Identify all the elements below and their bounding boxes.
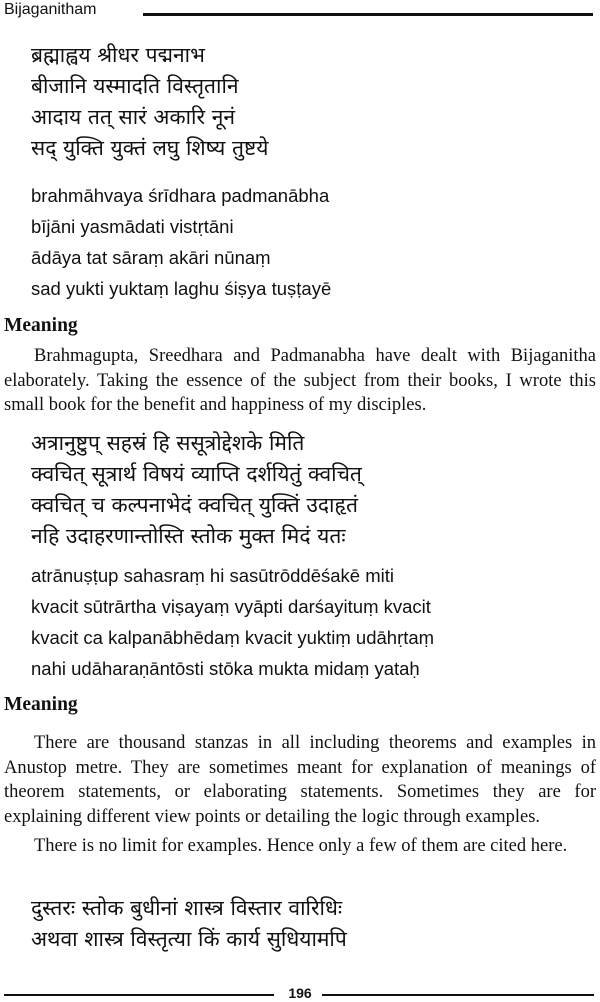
header-rule [143,13,593,16]
meaning-paragraph: Brahmagupta, Sreedhara and Padmanabha have dealt with Bijaganitha elaborately. Taking the essence of the subject from their books, I wrote this small book for the benefit and happiness of my disciples. [4,346,596,415]
verse-line: अथवा शास्त्र विस्तृत्या किं कार्य सुधियामपि [31,927,347,951]
verse-1-devanagari [31,40,268,164]
verse-line: सद् युक्ति युक्तं लघु शिष्य तुष्टये [31,136,269,160]
footer-rule-left [4,994,274,996]
verse-2-devanagari [31,428,362,552]
transliteration-line: brahmāhvaya śrīdhara padmanābha [31,185,330,206]
verse-line: ब्रह्माह्वय श्रीधर पद्मनाभ [31,43,205,67]
transliteration-line: sad yukti yuktaṃ laghu śiṣya tuṣṭayē [31,278,332,299]
transliteration-line: ādāya tat sāraṃ akāri nūnaṃ [31,247,271,268]
verse-line: अत्रानुष्टुप् सहस्रं हि ससूत्रोद्देशके मिति [31,431,305,455]
transliteration-line: kvacit ca kalpanābhēdaṃ kvacit yuktiṃ udāhṛtaṃ [31,627,435,648]
page-number: 196 [288,985,312,1001]
verse-line: क्वचित् च कल्पनाभेदं क्वचित् युक्तिं उदाहृतं [31,493,358,517]
transliteration-line: nahi udāharaṇāntōsti stōka mukta midaṃ yataḥ [31,658,420,679]
verse-1-transliteration [31,180,331,304]
transliteration-line: bījāni yasmādati vistṛtāni [31,216,234,237]
verse-line: बीजानि यस्मादति विस्तृतानि [31,74,239,98]
verse-line: दुस्तरः स्तोक बुधीनां शास्त्र विस्तार वारिधिः [31,896,343,920]
transliteration-line: kvacit sūtrārtha viṣayaṃ vyāpti darśayituṃ kvacit [31,596,431,617]
verse-line: आदाय तत् सारं अकारि नूनं [31,105,236,129]
verse-line: नहि उदाहरणान्तोस्ति स्तोक मुक्त मिदं यतः [31,524,346,548]
running-title: Bijaganitham [4,1,97,18]
meaning-heading: Meaning [4,315,78,336]
verse-2-transliteration [31,560,434,684]
meaning-heading: Meaning [4,694,78,715]
footer-rule-right [322,994,594,996]
transliteration-line: atrānuṣṭup sahasraṃ hi sasūtrōddēśakē miti [31,565,394,586]
verse-line: क्वचित् सूत्रार्थ विषयं व्याप्ति दर्शयितुं क्वचित् [31,462,362,486]
verse-3-devanagari [31,893,347,955]
meaning-paragraph: There is no limit for examples. Hence only a few of them are cited here. [34,836,568,856]
meaning-paragraph: There are thousand stanzas in all including theorems and examples in Anustop metre. They are sometimes meant for explanation of meanings of theorem statements, or elaborating statements. Sometimes they are for explaining different view points or detailing the logic through examples. [4,733,596,827]
